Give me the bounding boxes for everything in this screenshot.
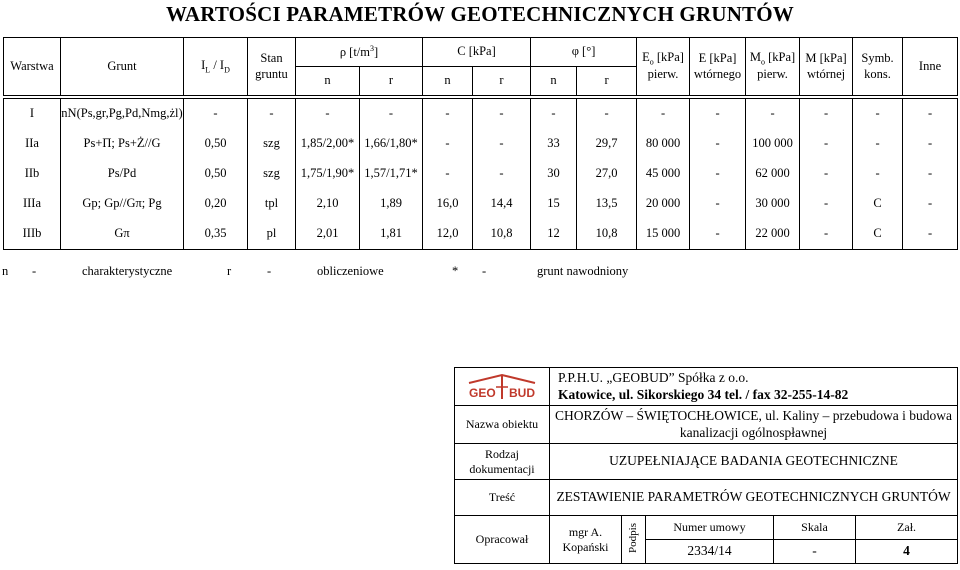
cell-eo: 45 000 — [637, 159, 690, 189]
cell-inne: - — [903, 99, 958, 130]
cell-il: 0,50 — [184, 159, 248, 189]
parameters-table — [3, 37, 958, 250]
cell-il: 0,50 — [184, 129, 248, 159]
cell-c-n: - — [423, 159, 473, 189]
label-skala: Skala — [774, 516, 856, 540]
svg-text:BUD: BUD — [509, 385, 535, 400]
title-block — [454, 367, 958, 564]
page-title: WARTOŚCI PARAMETRÓW GEOTECHNICZNYCH GRUNTÓW — [165, 2, 795, 26]
cell-warstwa: IIa — [4, 129, 61, 159]
cell-grunt: nN(Ps,gr,Pg,Pd,Nmg,żl) — [61, 99, 184, 130]
cell-eo: 20 000 — [637, 189, 690, 219]
cell-grunt: Ps/Pd — [61, 159, 184, 189]
cell-symb: - — [853, 159, 903, 189]
label-tresc: Treść — [455, 480, 550, 516]
geobud-logo-icon — [465, 373, 539, 401]
cell-eo: - — [637, 99, 690, 130]
cell-warstwa: IIIa — [4, 189, 61, 219]
cell-e: - — [690, 189, 746, 219]
company-logo — [455, 368, 550, 406]
company-name: P.P.H.U. „GEOBUD” Spółka z o.o. — [558, 370, 749, 386]
header-grunt: Grunt — [61, 38, 184, 96]
cell-c-n: 16,0 — [423, 189, 473, 219]
legend-star-dash: - — [482, 264, 487, 278]
legend-r-symbol: r — [227, 264, 232, 278]
value-tresc: ZESTAWIENIE PARAMETRÓW GEOTECHNICZNYCH GRUNTÓW — [550, 480, 958, 516]
cell-mo: 100 000 — [746, 129, 800, 159]
header-c: C [kPa] — [423, 38, 531, 67]
header-c-r: r — [473, 67, 531, 96]
label-numer-umowy: Numer umowy — [646, 516, 774, 540]
cell-inne: - — [903, 189, 958, 219]
header-e: E [kPa] wtórnego — [690, 38, 746, 96]
cell-c-n: 12,0 — [423, 219, 473, 250]
cell-m: - — [800, 189, 853, 219]
legend-star-text: grunt nawodniony — [537, 264, 629, 278]
header-mo: $M_o$ [kPa] pierw. — [746, 38, 800, 96]
label-nazwa-obiektu: Nazwa obiektu — [455, 406, 550, 444]
cell-mo: 30 000 — [746, 189, 800, 219]
cell-rho-n: 2,10 — [296, 189, 360, 219]
table-header-row-1 — [4, 38, 958, 67]
cell-phi-n: 15 — [531, 189, 577, 219]
cell-inne: - — [903, 129, 958, 159]
cell-c-r: 10,8 — [473, 219, 531, 250]
cell-grunt: Gp; Gp//Gπ; Pg — [61, 189, 184, 219]
table-row — [4, 99, 958, 130]
cell-inne: - — [903, 219, 958, 250]
cell-il: - — [184, 99, 248, 130]
cell-il: 0,35 — [184, 219, 248, 250]
cell-symb: - — [853, 99, 903, 130]
cell-m: - — [800, 159, 853, 189]
cell-inne: - — [903, 159, 958, 189]
cell-il: 0,20 — [184, 189, 248, 219]
header-rho-n: n — [296, 67, 360, 96]
cell-mo: 22 000 — [746, 219, 800, 250]
table-row — [4, 189, 958, 219]
value-nazwa-obiektu: CHORZÓW – ŚWIĘTOCHŁOWICE, ul. Kaliny – przebudowa i budowa kanalizacji ogólnospławnej — [550, 406, 958, 444]
cell-rho-r: 1,57/1,71* — [360, 159, 423, 189]
table-row — [4, 219, 958, 250]
cell-phi-r: 13,5 — [577, 189, 637, 219]
label-podpis: Podpis — [626, 522, 639, 553]
cell-e: - — [690, 129, 746, 159]
cell-mo: - — [746, 99, 800, 130]
legend — [2, 264, 662, 279]
cell-eo: 15 000 — [637, 219, 690, 250]
cell-rho-r: 1,89 — [360, 189, 423, 219]
cell-phi-n: - — [531, 99, 577, 130]
company-info — [550, 368, 958, 406]
label-opracowal: Opracował — [455, 516, 550, 564]
cell-warstwa: IIIb — [4, 219, 61, 250]
cell-phi-r: 29,7 — [577, 129, 637, 159]
cell-c-r: 14,4 — [473, 189, 531, 219]
cell-e: - — [690, 159, 746, 189]
cell-c-n: - — [423, 129, 473, 159]
legend-n-text: charakterystyczne — [82, 264, 173, 278]
cell-phi-r: 10,8 — [577, 219, 637, 250]
header-phi-n: n — [531, 67, 577, 96]
header-warstwa: Warstwa — [4, 38, 61, 96]
cell-m: - — [800, 99, 853, 130]
cell-warstwa: IIb — [4, 159, 61, 189]
svg-text:GEO: GEO — [469, 385, 496, 400]
cell-stan: - — [248, 99, 296, 130]
cell-phi-n: 33 — [531, 129, 577, 159]
header-eo: $E_o$ [kPa] pierw. — [637, 38, 690, 96]
cell-symb: - — [853, 129, 903, 159]
header-symb: Symb. kons. — [853, 38, 903, 96]
cell-m: - — [800, 219, 853, 250]
value-zal: 4 — [856, 540, 958, 564]
legend-star-symbol: * — [452, 264, 459, 278]
cell-symb: C — [853, 219, 903, 250]
legend-r-dash: - — [267, 264, 272, 278]
cell-rho-n: 1,75/1,90* — [296, 159, 360, 189]
table-row — [4, 159, 958, 189]
header-m: M [kPa] wtórnej — [800, 38, 853, 96]
value-rodzaj-dokumentacji: UZUPEŁNIAJĄCE BADANIA GEOTECHNICZNE — [550, 444, 958, 480]
cell-stan: pl — [248, 219, 296, 250]
signature-box — [622, 516, 646, 564]
cell-c-r: - — [473, 159, 531, 189]
cell-grunt: Ps+Π; Ps+Ż//G — [61, 129, 184, 159]
header-c-n: n — [423, 67, 473, 96]
cell-phi-n: 12 — [531, 219, 577, 250]
cell-rho-r: 1,81 — [360, 219, 423, 250]
cell-warstwa: I — [4, 99, 61, 130]
cell-m: - — [800, 129, 853, 159]
cell-mo: 62 000 — [746, 159, 800, 189]
cell-c-r: - — [473, 99, 531, 130]
cell-e: - — [690, 219, 746, 250]
header-il-id: $I_L / I_D$ — [184, 38, 248, 96]
cell-e: - — [690, 99, 746, 130]
cell-symb: C — [853, 189, 903, 219]
header-rho-r: r — [360, 67, 423, 96]
cell-rho-r: - — [360, 99, 423, 130]
label-rodzaj-dokumentacji: Rodzaj dokumentacji — [455, 444, 550, 480]
legend-n-dash: - — [32, 264, 37, 278]
cell-phi-r: - — [577, 99, 637, 130]
value-skala: - — [774, 540, 856, 564]
table-row — [4, 129, 958, 159]
header-phi-r: r — [577, 67, 637, 96]
company-address: Katowice, ul. Sikorskiego 34 tel. / fax 32-255-14-82 — [558, 386, 849, 402]
cell-rho-n: 1,85/2,00* — [296, 129, 360, 159]
value-numer-umowy: 2334/14 — [646, 540, 774, 564]
cell-c-r: - — [473, 129, 531, 159]
header-phi: φ [°] — [531, 38, 637, 67]
cell-grunt: Gπ — [61, 219, 184, 250]
header-inne: Inne — [903, 38, 958, 96]
legend-n-symbol: n — [2, 264, 9, 278]
cell-rho-n: 2,01 — [296, 219, 360, 250]
header-stan: Stan gruntu — [248, 38, 296, 96]
cell-stan: tpl — [248, 189, 296, 219]
legend-r-text: obliczeniowe — [317, 264, 384, 278]
cell-stan: szg — [248, 159, 296, 189]
cell-stan: szg — [248, 129, 296, 159]
cell-eo: 80 000 — [637, 129, 690, 159]
cell-c-n: - — [423, 99, 473, 130]
cell-phi-r: 27,0 — [577, 159, 637, 189]
label-zal: Zał. — [856, 516, 958, 540]
cell-rho-r: 1,66/1,80* — [360, 129, 423, 159]
cell-rho-n: - — [296, 99, 360, 130]
cell-phi-n: 30 — [531, 159, 577, 189]
author-name: mgr A. Kopański — [550, 516, 622, 564]
header-rho: ρ $[t/m^3]$ — [296, 38, 423, 67]
